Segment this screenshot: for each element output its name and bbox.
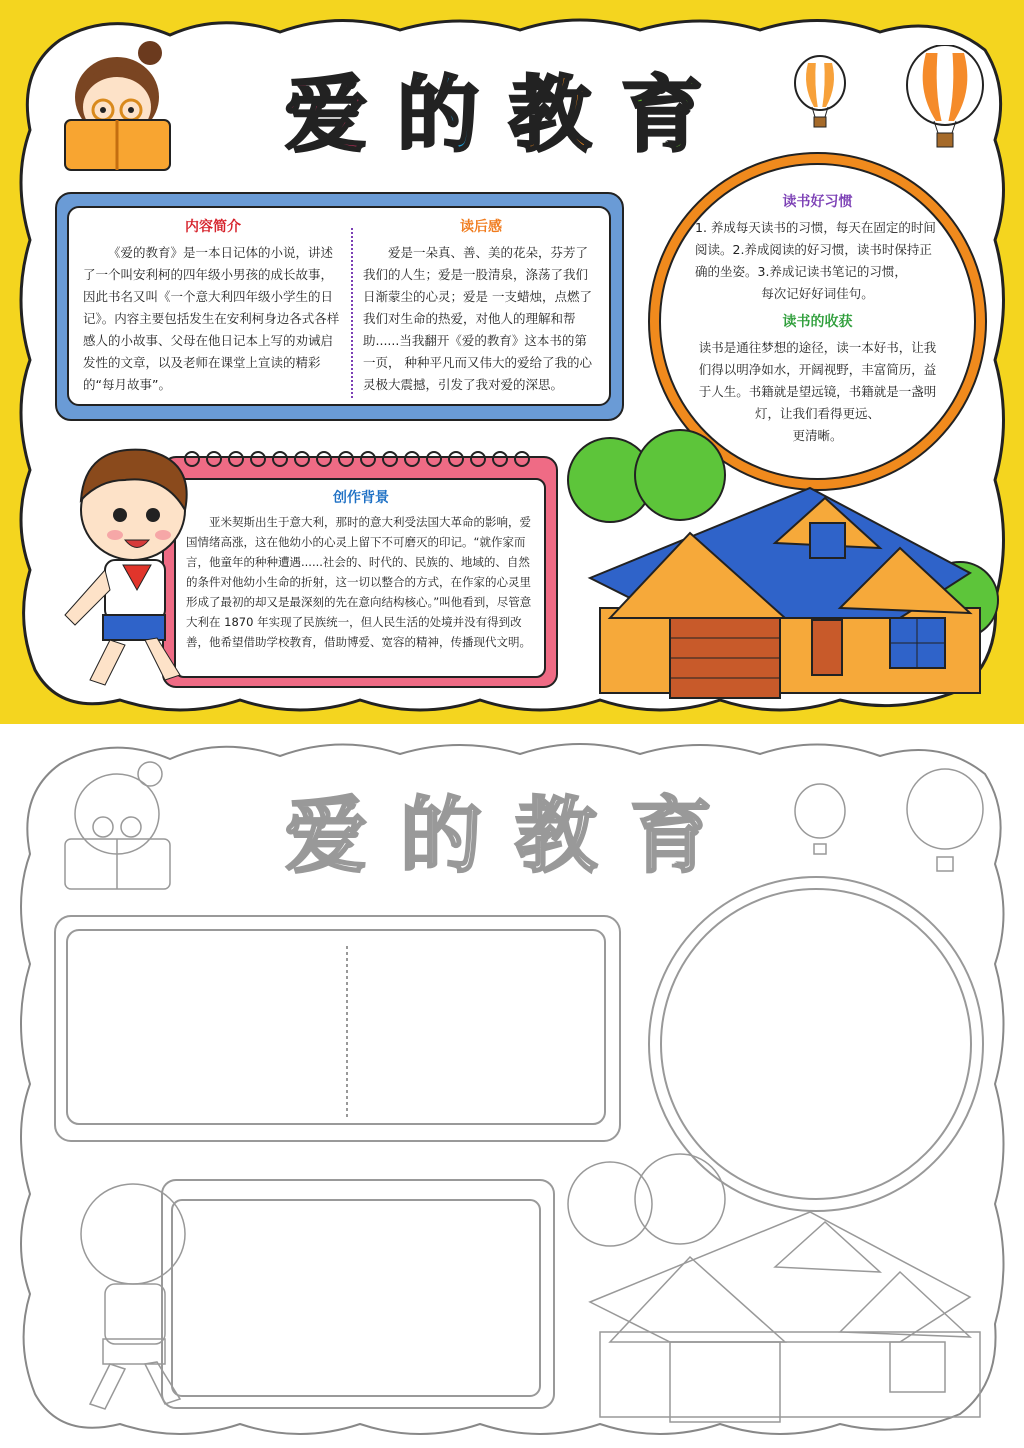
habits-line-1: 1. 养成每天读书的习惯，每天在固定的时间阅读。2.养成阅读的好习惯，读书时保持正确的坐姿。3.养成记读书笔记的习惯，	[695, 220, 936, 279]
outline-title-char-1: 爱	[285, 789, 368, 884]
harvest-body: 读书是通往梦想的途径，读一本好书，让我们得以明净如水，开阔视野，丰富简历，益于人生。书籍就是望远镜，书籍就是一盏明灯，让我们看得更远、	[698, 340, 937, 421]
hot-air-balloon-icon	[790, 55, 850, 135]
intro-section	[83, 216, 343, 396]
notebook-rings	[184, 446, 534, 472]
house-icon	[560, 478, 990, 703]
background-heading: 创作背景	[333, 490, 389, 506]
outline-title-char-3: 教	[515, 789, 598, 884]
reflection-heading: 读后感	[460, 219, 502, 235]
habits-section	[695, 191, 940, 447]
panel-divider	[351, 228, 353, 398]
title-char-4: 育	[621, 68, 704, 163]
background-body: 亚米契斯出生于意大利，那时的意大利受法国大革命的影响，爱国情绪高涨，这在他幼小的心灵上留下不可磨灭的印记。“就作家而言，他童年的种种遭遇......社会的、时代的、民族的、地域的、自然的条件对他幼小生命的折射，这一切以整合的方式，在作家的心灵里形成了最初的却又是最深刻的先在意向结构核心。”叫他看到，尽管意大利在 1870 年实现了民族统一，但人民生活的处境并没有得到改善，他希望借助学校教育，借助博爱、宽容的精神，传播现代文明。	[186, 515, 532, 649]
title-char-3: 教	[509, 68, 592, 163]
harvest-heading: 读书的收获	[782, 314, 853, 330]
intro-body: 《爱的教育》是一本日记体的小说，讲述了一个叫安利柯的四年级小男孩的成长故事，因此书名又叫《一个意大利四年级小学生的日记》。内容主要包括发生在安利柯身边各式各样感人的小故事、父母在他日记本上写的劝诫启发性的文章，以及老师在课堂上宣读的精彩的“每月故事”。	[83, 245, 340, 392]
background-section	[186, 488, 536, 652]
outline-title-char-4: 育	[630, 789, 713, 884]
reflection-body: 爱是一朵真、善、美的花朵，芬芳了我们的人生；爱是一股清泉，涤荡了我们日渐蒙尘的心灵；爱是 一支蜡烛，点燃了我们对生命的热爱，对他人的理解和帮助......当我翻开《爱的教育》这本书的第一页， 种种平凡而又伟大的爱给了我的心灵极大震撼，引发了我对爱的深思。	[363, 245, 592, 392]
reflection-section	[363, 216, 599, 396]
girl-reading-icon	[55, 35, 180, 175]
intro-panel-inner	[67, 206, 611, 406]
page-title	[285, 50, 745, 163]
background-notebook-inner	[174, 478, 546, 678]
outline-cloud-frame	[0, 724, 1024, 1448]
intro-heading: 内容简介	[185, 219, 241, 235]
intro-panel	[55, 192, 624, 421]
title-char-2: 的	[397, 68, 480, 163]
background-notebook	[162, 456, 558, 688]
harvest-tail: 更清晰。	[792, 428, 843, 443]
boy-running-icon	[45, 440, 195, 690]
outline-poster	[0, 724, 1024, 1448]
title-char-1: 爱	[285, 68, 368, 163]
outline-title-char-2: 的	[400, 789, 483, 884]
hot-air-balloon-icon	[900, 45, 990, 155]
habits-line-2: 每次记好好词佳句。	[761, 286, 874, 301]
habits-heading: 读书好习惯	[782, 194, 853, 210]
